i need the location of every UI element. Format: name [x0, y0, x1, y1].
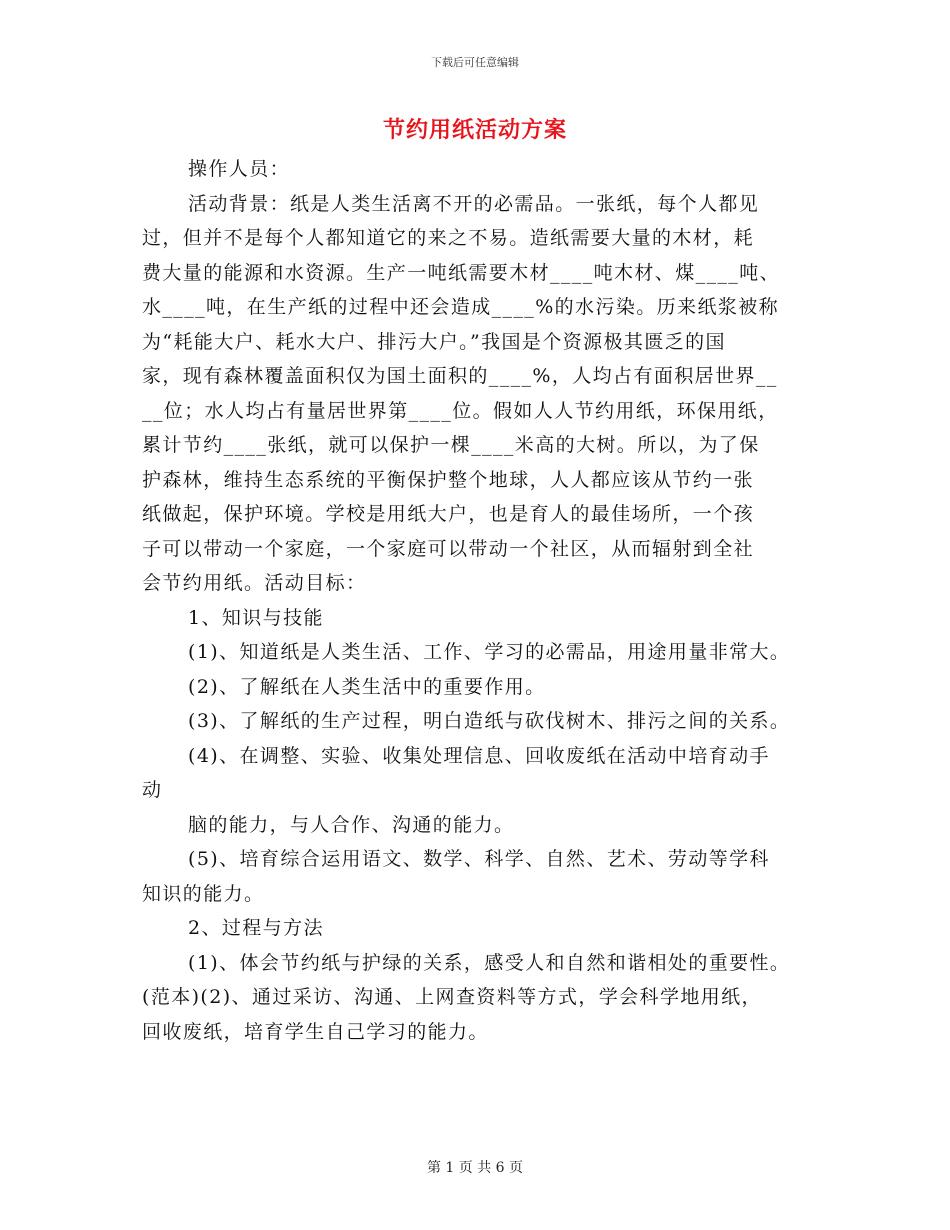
paragraph-line: 护森林，维持生态系统的平衡保护整个地球，人人都应该从节约一张	[142, 468, 755, 491]
section-heading: 1、知识与技能	[188, 606, 324, 629]
list-item-continuation: 脑的能力，与人合作、沟通的能力。	[188, 813, 515, 836]
paragraph-line: 家，现有森林覆盖面积仅为国土面积的____%，人均占有面积居世界__	[142, 365, 778, 387]
section-heading: 2、过程与方法	[188, 917, 324, 939]
paragraph-line: 子可以带动一个家庭，一个家庭可以带动一个社区，从而辐射到全社	[142, 537, 755, 560]
paragraph-line: 累计节约____张纸，就可以保护一棵____米高的大树。所以，为了保	[142, 434, 760, 456]
list-item-continuation: 回收废纸，培育学生自己学习的能力。	[142, 1020, 489, 1043]
paragraph-line: 为“耗能大户、耗水大户、排污大户。”我国是个资源极其匮乏的国	[142, 330, 726, 353]
list-item-continuation: 知识的能力。	[142, 882, 265, 905]
document-body	[142, 152, 814, 1049]
paragraph-line: 会节约用纸。活动目标：	[142, 572, 367, 594]
paragraph-line: 操作人员：	[188, 158, 291, 180]
document-title: 节约用纸活动方案	[382, 117, 567, 143]
paragraph-line: 纸做起，保护环境。学校是用纸大户，也是育人的最佳场所，一个孩	[142, 503, 755, 525]
list-item: (3)、了解纸的生产过程，明白造纸与砍伐树木、排污之间的关系。	[188, 710, 791, 732]
paragraph-line: 费大量的能源和水资源。生产一吨纸需要木材____吨木材、煤____吨、	[142, 261, 781, 284]
paragraph-line: 活动背景：纸是人类生活离不开的必需品。一张纸，每个人都见	[188, 192, 760, 215]
list-item: (5)、培育综合运用语文、数学、科学、自然、艺术、劳动等学科	[188, 848, 770, 870]
paragraph-line: __位；水人均占有量居世界第____位。假如人人节约用纸，环保用纸，	[142, 399, 779, 422]
list-item: (4)、在调整、实验、收集处理信息、回收废纸在活动中培育动手	[188, 744, 770, 767]
page-number: 第 1 页 共 6 页	[426, 1160, 524, 1176]
paragraph-line: 水____吨，在生产纸的过程中还会造成____%的水污染。历来纸浆被称	[142, 296, 780, 318]
list-item: (2)、了解纸在人类生活中的重要作用。	[188, 675, 546, 698]
page-header-note: 下载后可任意编辑	[431, 56, 519, 69]
list-item: (范本)(2)、通过采访、沟通、上网查资料等方式，学会科学地用纸，	[142, 986, 762, 1008]
paragraph-line: 过，但并不是每个人都知道它的来之不易。造纸需要大量的木材，耗	[142, 227, 755, 249]
list-item-continuation: 动	[142, 779, 163, 801]
list-item: (1)、知道纸是人类生活、工作、学习的必需品，用途用量非常大。	[188, 641, 791, 663]
list-item: (1)、体会节约纸与护绿的关系，感受人和自然和谐相处的重要性。	[188, 951, 791, 974]
